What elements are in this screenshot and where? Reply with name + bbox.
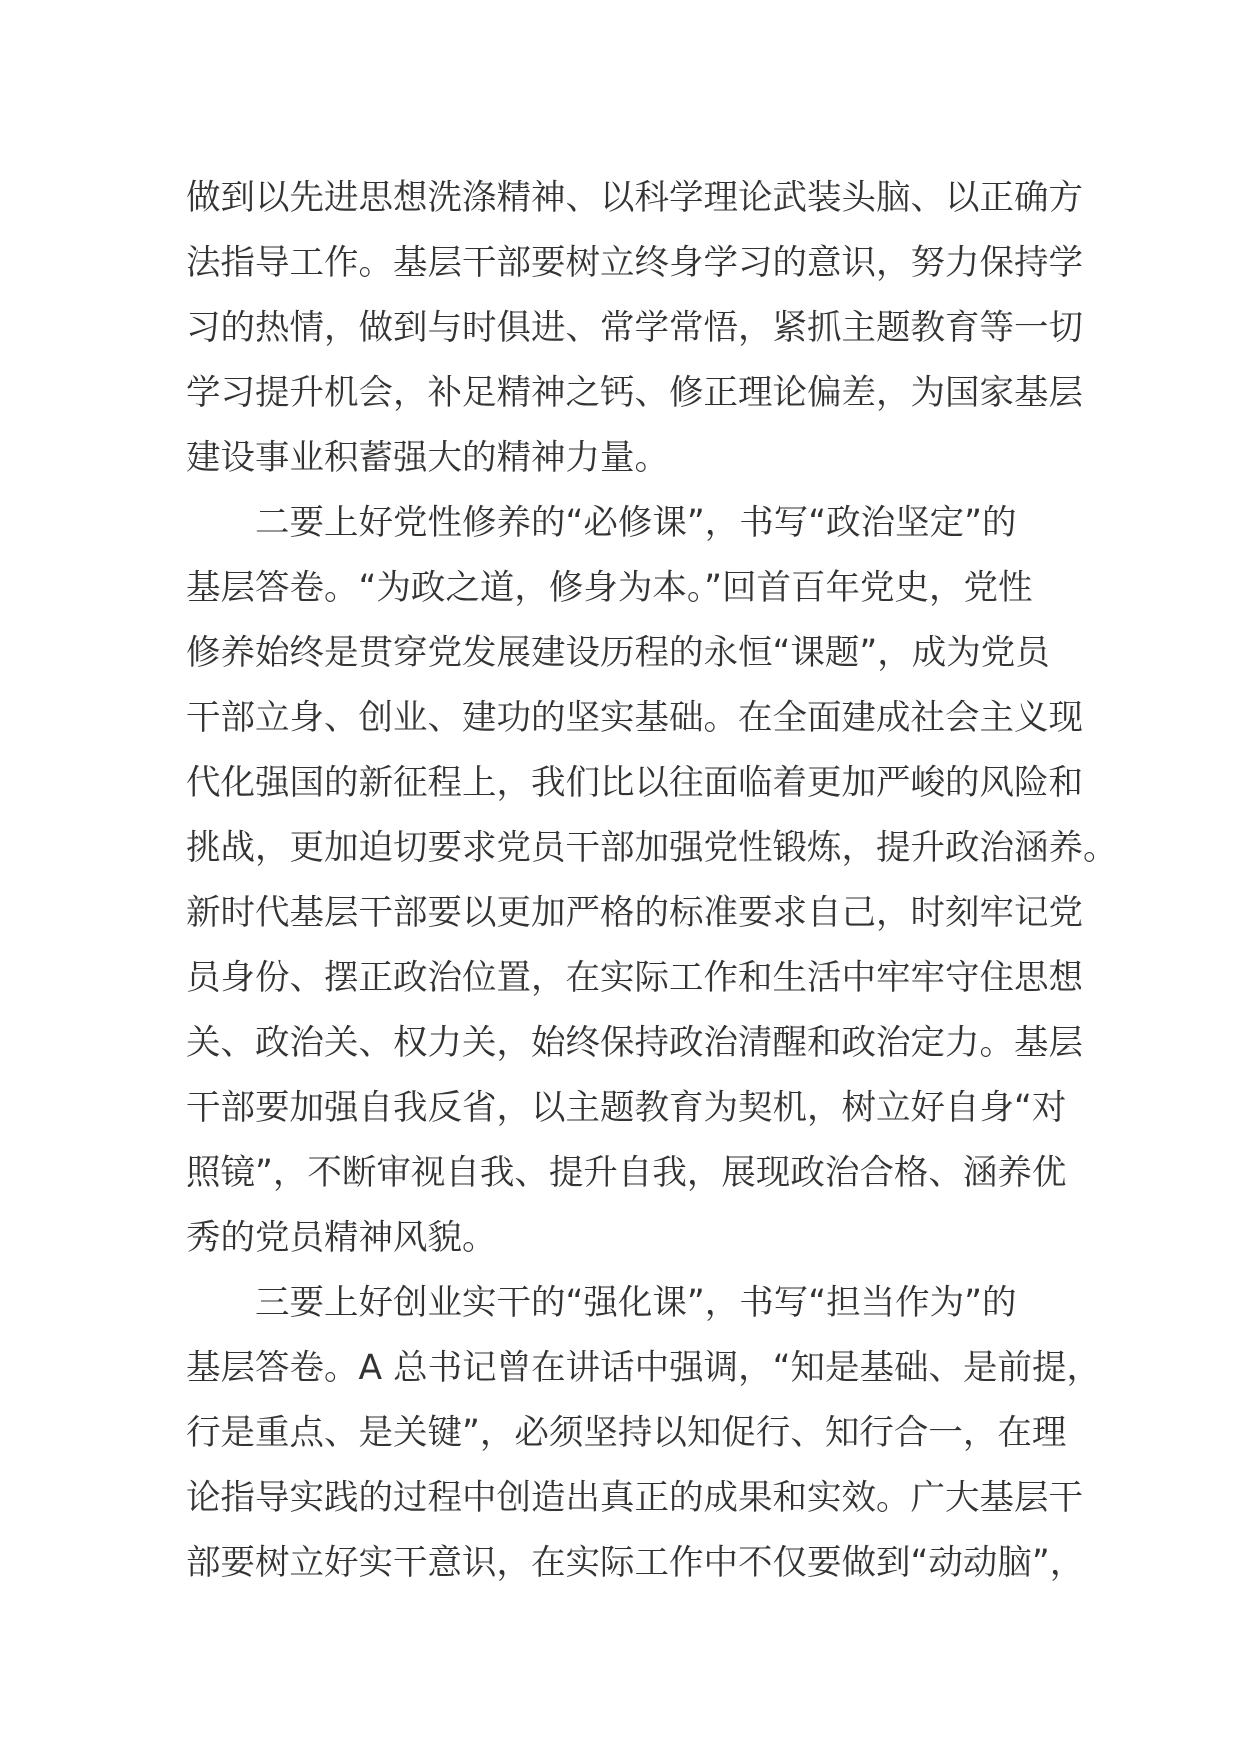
text-line: 行是重点、是关键”，必须坚持以知促行、知行合一，在理 xyxy=(186,1413,1067,1453)
paragraph-start-line: 二要上好党性修养的“必修课”，书写“政治坚定”的 xyxy=(255,503,1017,543)
text-line: 建设事业积蓄强大的精神力量。 xyxy=(186,438,669,478)
text-line: 基层答卷。“为政之道，修身为本。”回首百年党史，党性 xyxy=(186,568,1033,608)
text-line: 挑战，更加迫切要求党员干部加强党性锻炼，提升政治涵养。 xyxy=(186,828,1118,868)
text-line: 新时代基层干部要以更加严格的标准要求自己，时刻牢记党 xyxy=(186,893,1083,933)
text-line: 干部要加强自我反省，以主题教育为契机，树立好自身“对 xyxy=(186,1088,1067,1128)
text-line: 学习提升机会，补足精神之钙、修正理论偏差，为国家基层 xyxy=(186,373,1083,413)
text-line: 代化强国的新征程上，我们比以往面临着更加严峻的风险和 xyxy=(186,763,1083,803)
text-line: 秀的党员精神风貌。 xyxy=(186,1218,497,1258)
text-line: 员身份、摆正政治位置，在实际工作和生活中牢牢守住思想 xyxy=(186,958,1083,998)
text-line: 照镜”，不断审视自我、提升自我，展现政治合格、涵养优 xyxy=(186,1153,1067,1193)
text-line: 修养始终是贯穿党发展建设历程的永恒“课题”，成为党员 xyxy=(186,633,1050,673)
body-text xyxy=(186,166,1118,1596)
text-line: 关、政治关、权力关，始终保持政治清醒和政治定力。基层 xyxy=(186,1023,1083,1063)
text-line: 论指导实践的过程中创造出真正的成果和实效。广大基层干 xyxy=(186,1478,1083,1518)
text-line: 法指导工作。基层干部要树立终身学习的意识，努力保持学 xyxy=(186,243,1083,283)
text-line: 干部立身、创业、建功的坚实基础。在全面建成社会主义现 xyxy=(186,698,1083,738)
paragraph-start-line: 三要上好创业实干的“强化课”，书写“担当作为”的 xyxy=(255,1283,1017,1323)
text-line: 做到以先进思想洗涤精神、以科学理论武装头脑、以正确方 xyxy=(186,178,1083,218)
text-line: 习的热情，做到与时俱进、常学常悟，紧抓主题教育等一切 xyxy=(186,308,1083,348)
text-line: 部要树立好实干意识，在实际工作中不仅要做到“动动脑”， xyxy=(186,1543,1085,1583)
text-line: 基层答卷。A 总书记曾在讲话中强调，“知是基础、是前提， xyxy=(186,1348,1101,1388)
